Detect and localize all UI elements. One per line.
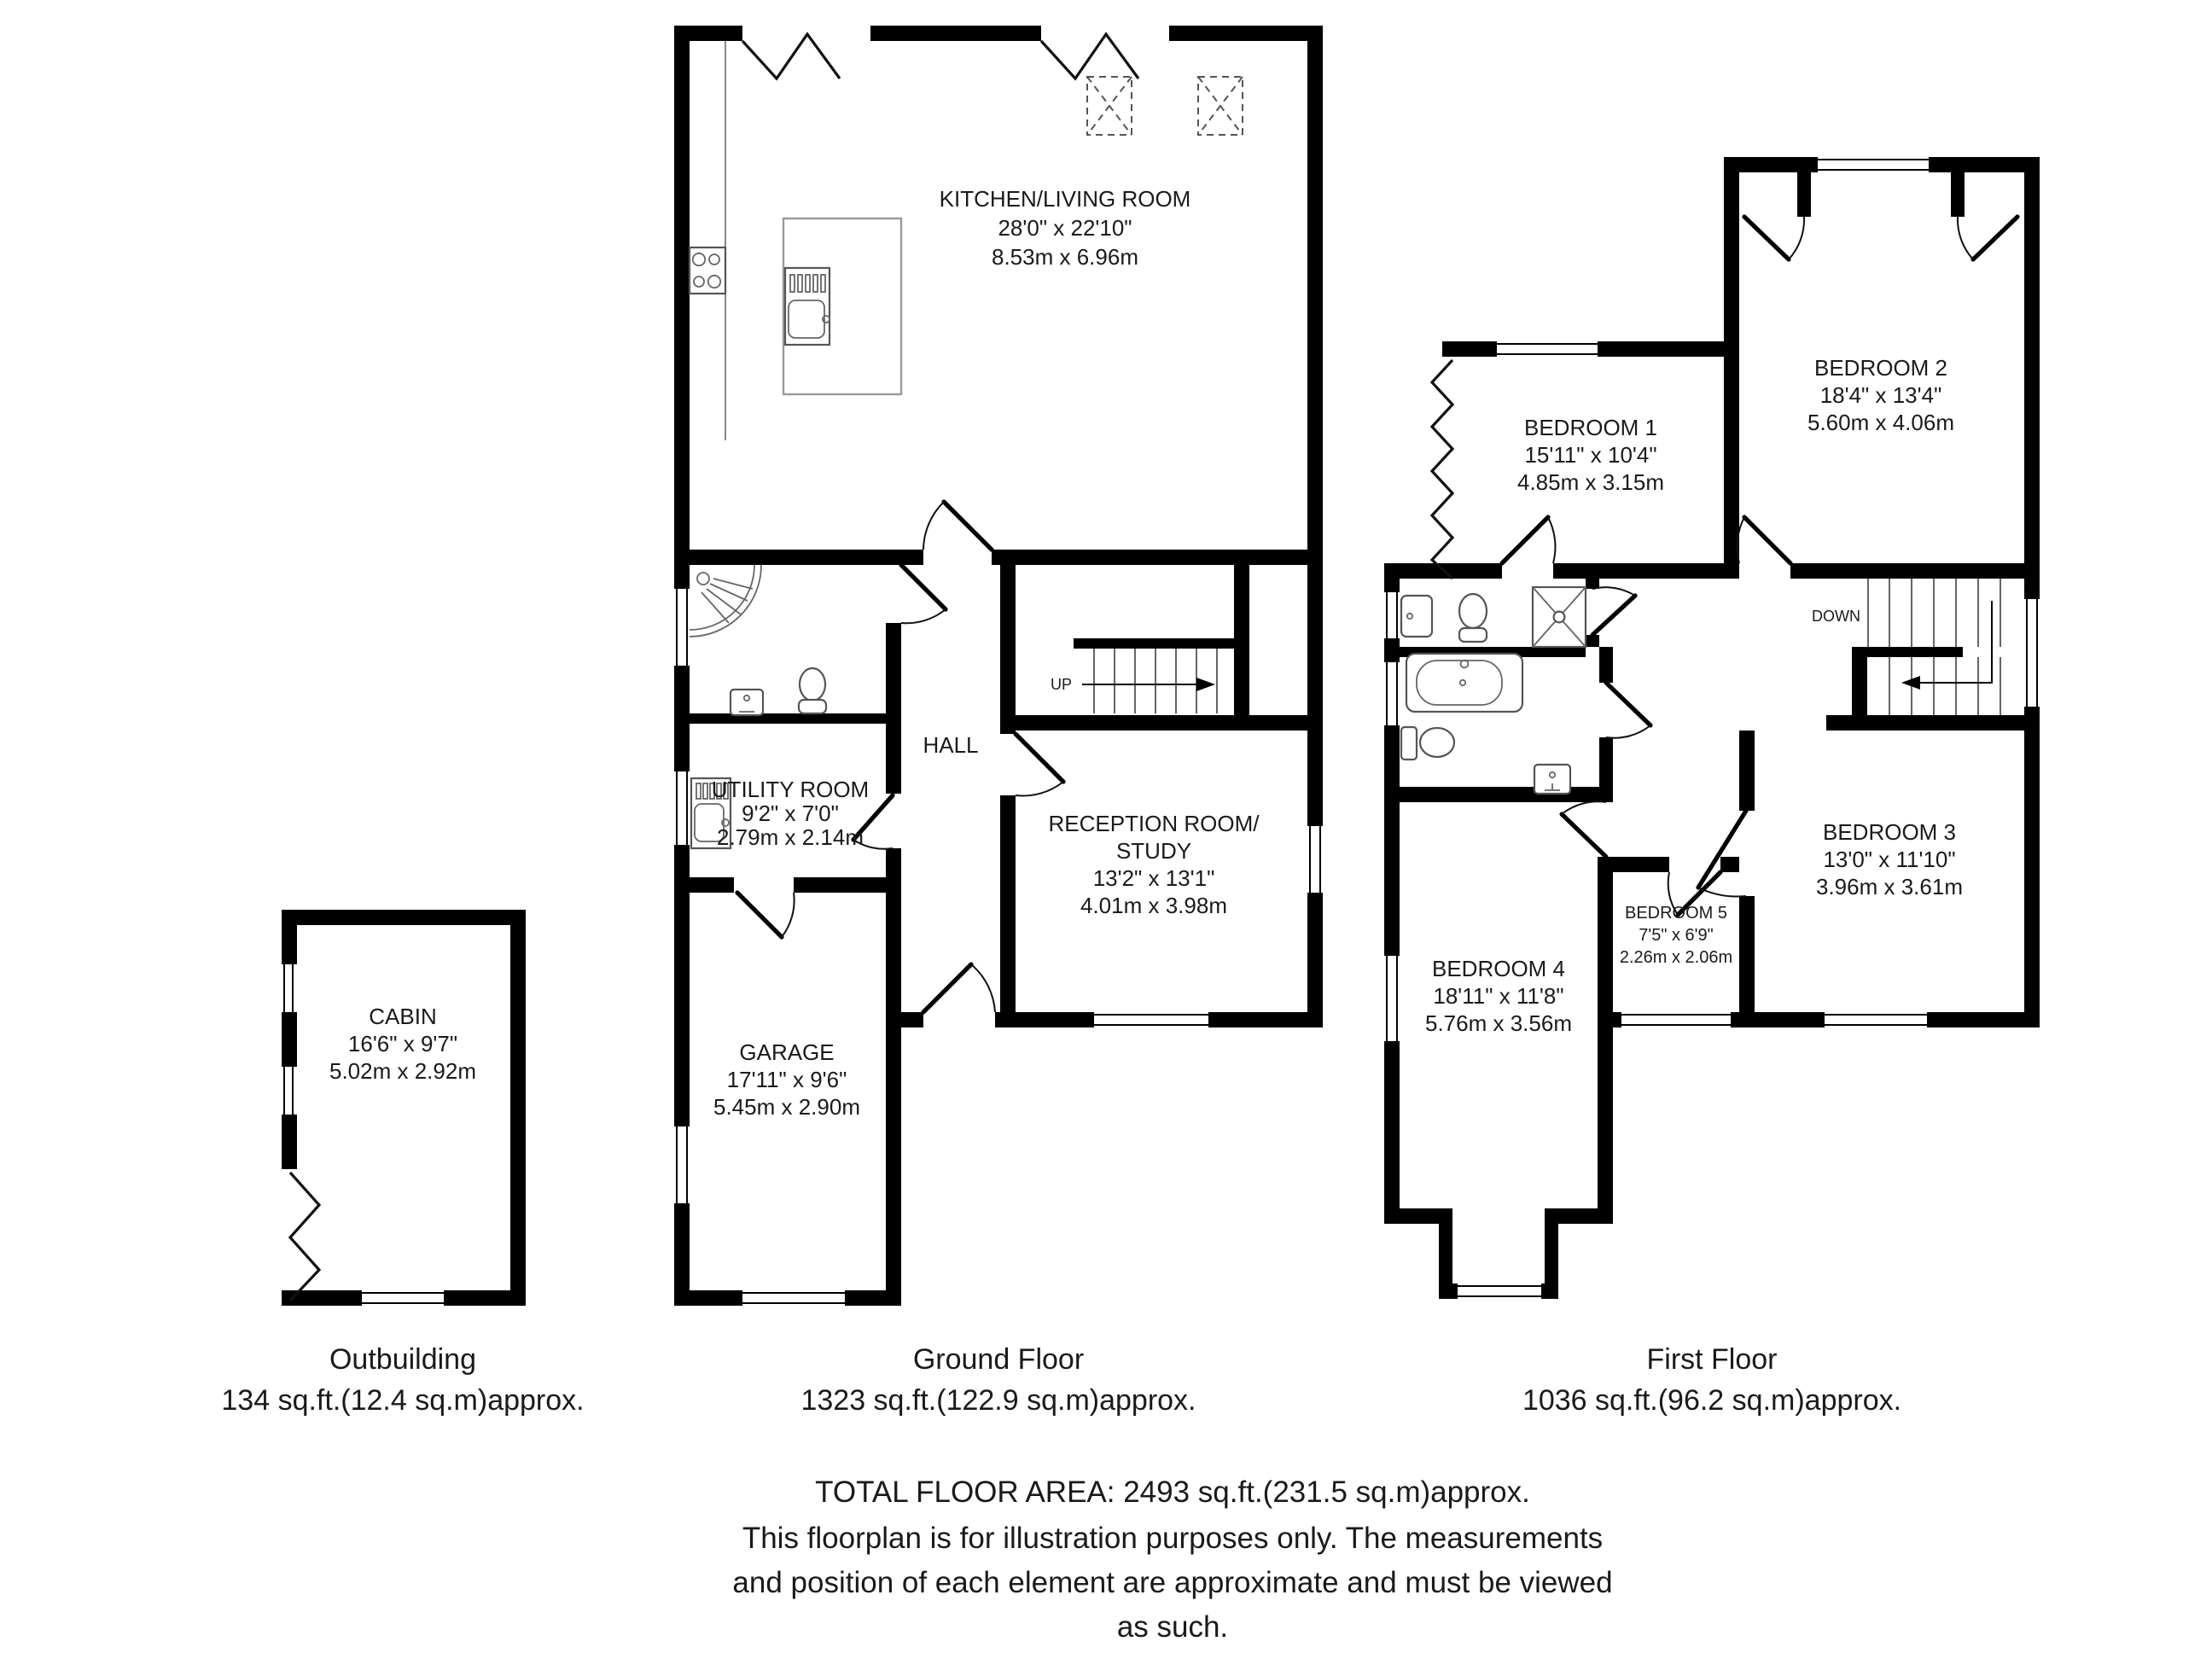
bathroom-toilet-icon (1401, 727, 1454, 760)
stairs-down-label: DOWN (1812, 608, 1860, 625)
bedroom3-dims-metric: 3.96m x 3.61m (1816, 874, 1963, 899)
cabin-dims-imperial: 16'6" x 9'7" (347, 1031, 458, 1057)
cabin-folding-door-icon (290, 1173, 319, 1301)
total-floor-area: TOTAL FLOOR AREA: 2493 sq.ft.(231.5 sq.m)approx. (815, 1476, 1530, 1509)
bathroom-sink-icon (1534, 765, 1570, 794)
staircase-up (1082, 649, 1217, 713)
first-floor-area: 1036 sq.ft.(96.2 sq.m)approx. (1522, 1384, 1902, 1417)
bedroom5-name: BEDROOM 5 (1624, 904, 1728, 923)
outbuilding-label: Outbuilding (329, 1343, 477, 1376)
bedroom4-dims-metric: 5.76m x 3.56m (1425, 1010, 1572, 1036)
cabin-dims-metric: 5.02m x 2.92m (329, 1058, 476, 1084)
bedroom4-name: BEDROOM 4 (1431, 956, 1566, 981)
bifold-door-icon (1041, 34, 1138, 79)
island-sink-icon (785, 268, 830, 345)
ground-floor-plan (674, 26, 1323, 1306)
kitchen-dims-metric: 8.53m x 6.96m (992, 244, 1138, 270)
disclaimer-line1: This floorplan is for illustration purposes only. The measurements (742, 1522, 1604, 1555)
up-arrow-icon (1196, 678, 1215, 691)
skylight-icon (1087, 77, 1132, 135)
sink-icon (731, 690, 763, 715)
ensuite-toilet-icon (1459, 594, 1487, 642)
first-floor-plan (1384, 157, 2040, 1299)
corner-shower-icon (690, 565, 761, 637)
ground-floor-label: Ground Floor (912, 1343, 1085, 1376)
bedroom2-dims-imperial: 18'4" x 13'4" (1819, 382, 1942, 408)
first-floor-label: First Floor (1646, 1343, 1778, 1376)
bifold-door-icon (742, 34, 840, 79)
bath-tub-icon (1406, 654, 1522, 712)
stairs-up-label: UP (1050, 676, 1072, 693)
bedroom4-dims-imperial: 18'11" x 11'8" (1433, 983, 1564, 1009)
wardrobe-doors-icon (1432, 360, 1452, 579)
garage-dims-metric: 5.45m x 2.90m (713, 1094, 860, 1120)
bedroom1-name: BEDROOM 1 (1523, 415, 1658, 440)
bedroom3-name: BEDROOM 3 (1822, 819, 1957, 845)
bedroom5-dims-imperial: 7'5" x 6'9" (1639, 926, 1714, 945)
cabin-walls (282, 910, 526, 1306)
outbuilding-plan (282, 910, 526, 1306)
ground-floor-windows (677, 589, 1320, 1303)
bedroom3-dims-imperial: 13'0" x 11'10" (1823, 847, 1956, 872)
bedroom5-dims-metric: 2.26m x 2.06m (1619, 948, 1733, 967)
cabin-name: CABIN (369, 1004, 437, 1029)
utility-dims-metric: 2.79m x 2.14m (717, 824, 864, 850)
reception-name-line1: RECEPTION ROOM/ (1048, 811, 1260, 836)
bedroom1-dims-metric: 4.85m x 3.15m (1517, 469, 1664, 495)
bedroom2-dims-metric: 5.60m x 4.06m (1807, 410, 1954, 435)
kitchen-dims-imperial: 28'0" x 22'10" (998, 215, 1132, 241)
ensuite-sink-icon (1401, 596, 1432, 637)
reception-dims-metric: 4.01m x 3.98m (1080, 893, 1227, 918)
disclaimer-line3: as such. (1116, 1610, 1229, 1644)
utility-dims-imperial: 9'2" x 7'0" (742, 800, 839, 826)
disclaimer-line2: and position of each element are approximate and must be viewed (732, 1566, 1613, 1599)
footer (221, 1343, 1901, 1644)
kitchen-island (783, 218, 901, 394)
garage-name: GARAGE (739, 1039, 835, 1065)
kitchen-name: KITCHEN/LIVING ROOM (939, 186, 1191, 212)
garage-dims-imperial: 17'11" x 9'6" (726, 1067, 847, 1092)
toilet-icon (799, 668, 826, 713)
bedroom2-name: BEDROOM 2 (1813, 355, 1948, 381)
outbuilding-area: 134 sq.ft.(12.4 sq.m)approx. (221, 1384, 585, 1417)
ground-floor-area: 1323 sq.ft.(122.9 sq.m)approx. (800, 1384, 1196, 1417)
bedroom1-dims-imperial: 15'11" x 10'4" (1524, 442, 1657, 468)
reception-name-line2: STUDY (1115, 838, 1192, 864)
reception-dims-imperial: 13'2" x 13'1" (1092, 865, 1215, 891)
shower-icon (1533, 587, 1586, 647)
utility-name: UTILITY ROOM (711, 777, 870, 802)
hob-icon (690, 247, 725, 294)
first-floor-walls (1384, 157, 2040, 1299)
skylight-icon (1198, 77, 1243, 135)
hall-name: HALL (923, 732, 979, 758)
